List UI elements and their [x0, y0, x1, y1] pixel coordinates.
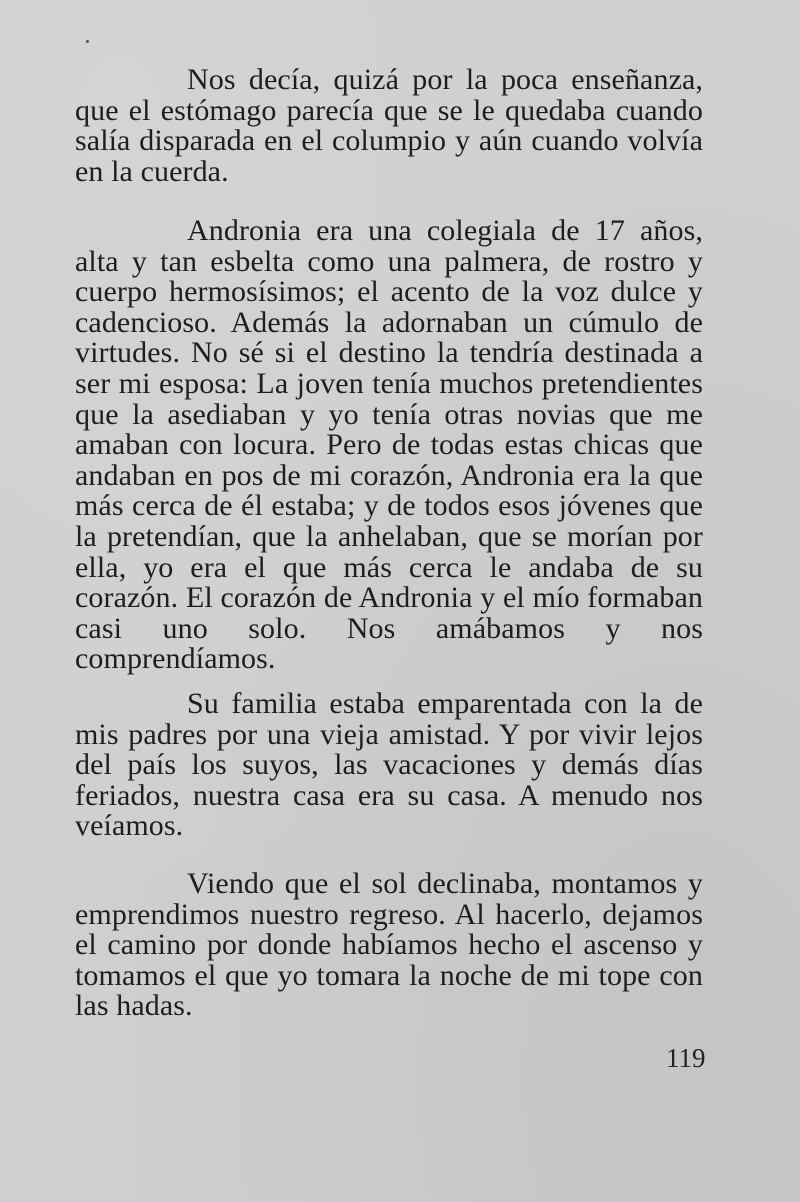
paragraph-3: Su familia estaba emparentada con la de mis padres por una vieja amistad. Y por vivir lejos del país los suyos, las vacaciones y demás días feriados, nuestra casa era su casa. A menudo nos veíamos. — [75, 687, 703, 843]
paragraph-1: Nos decía, quizá por la poca enseñanza, que el estómago parecía que se le quedaba cuando salía disparada en el columpio y aún cuando volvía en la cuerda. — [75, 63, 703, 188]
paragraph-4: Viendo que el sol declinaba, montamos y emprendimos nuestro regreso. Al hacerlo, dejamos el camino por donde habíamos hecho el ascenso y tomamos el que yo tomara la noche de mi tope con las hadas. — [75, 867, 703, 1023]
paper-speck — [86, 40, 89, 43]
paragraph-2: Andronia era una colegiala de 17 años, alta y tan esbelta como una palmera, de rostro y cuerpo hermosísimos; el acento de la voz dulce y cadencioso. Además la adornaban un cúmulo de virtudes. No sé si el destino la tendría destinada a ser mi esposa: La joven tenía muchos pretendientes que la asediaban y yo tenía otras novias que me amaban con locura. Pero de todas estas chicas que andaban en pos de mi corazón, Andronia era la que más cerca de él estaba; y de todos esos jóvenes que la pretendían, que la anhelaban, que se morían por ella, yo era el que más cerca le andaba de su corazón. El corazón de Andronia y el mío formaban casi uno solo. Nos amábamos y nos comprendíamos. — [75, 214, 703, 676]
page-number: 119 — [666, 1043, 706, 1073]
